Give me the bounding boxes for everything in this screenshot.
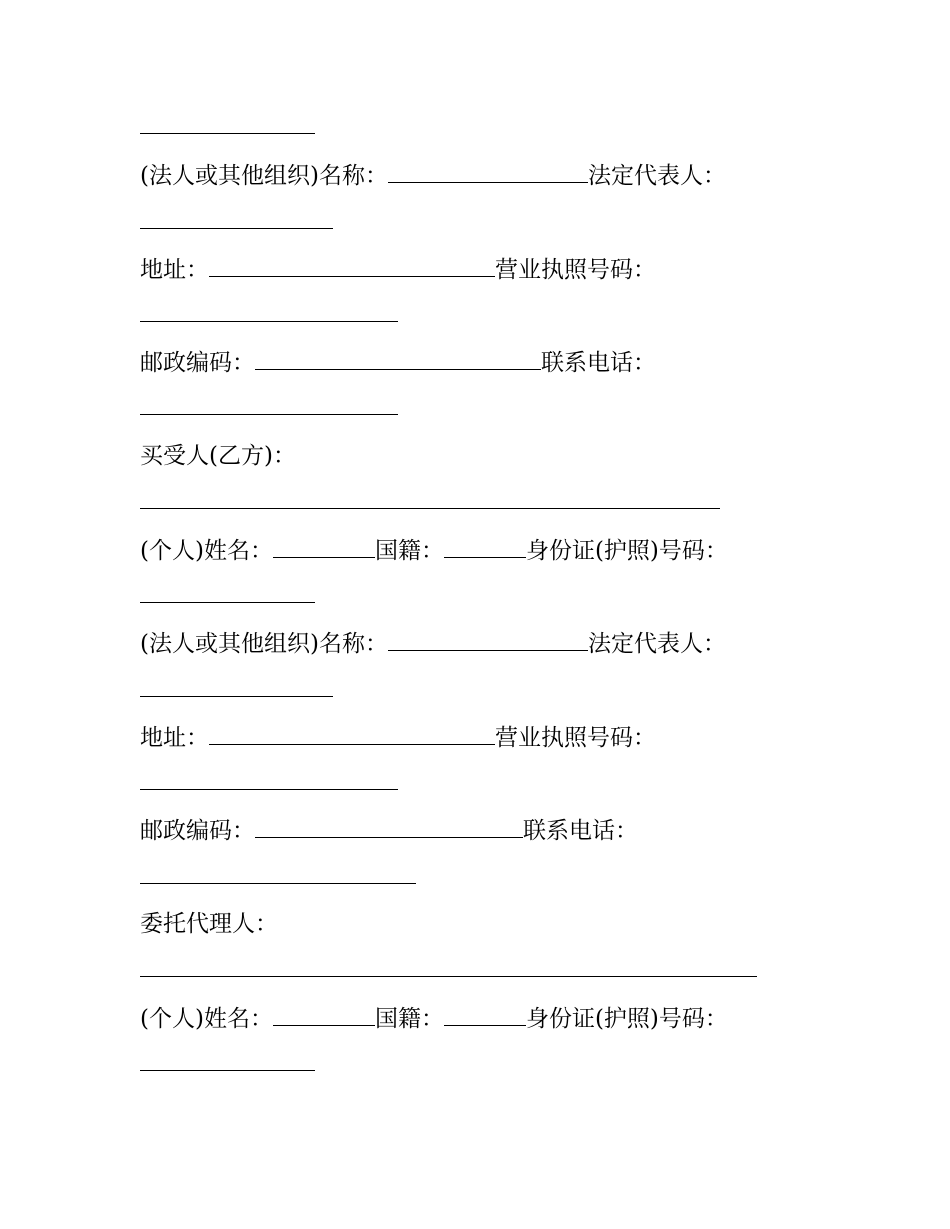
buyer-heading: 买受人(乙方)：: [140, 443, 296, 469]
buyer-org-row: [140, 628, 726, 659]
id-label: 身份证(护照)号码：: [525, 538, 728, 564]
id-number-field-line[interactable]: [140, 133, 315, 134]
org-name-field[interactable]: [388, 160, 588, 183]
org-name-field[interactable]: [388, 628, 588, 651]
agent-person-row: [140, 1003, 728, 1034]
phone-label: 联系电话：: [523, 818, 638, 844]
address-field[interactable]: [209, 254, 495, 277]
phone-label: 联系电话：: [541, 350, 656, 376]
buyer-postal-row: [140, 815, 638, 846]
buyer-address-row: [140, 722, 656, 753]
license-field-line[interactable]: [140, 789, 398, 790]
nationality-label: 国籍：: [374, 1006, 444, 1032]
address-label: 地址：: [140, 257, 209, 283]
agent-heading: 委托代理人：: [140, 911, 278, 937]
buyer-person-row: [140, 535, 728, 566]
person-name-label: (个人)姓名：: [140, 1006, 273, 1032]
postal-label: 邮政编码：: [140, 350, 255, 376]
id-label: 身份证(护照)号码：: [525, 1006, 728, 1032]
seller-address-row: [140, 254, 656, 285]
person-name-label: (个人)姓名：: [140, 538, 273, 564]
nationality-field[interactable]: [444, 1003, 526, 1026]
phone-field-line[interactable]: [140, 414, 398, 415]
seller-org-row: [140, 160, 726, 191]
legal-rep-label: 法定代表人：: [587, 631, 726, 657]
nationality-label: 国籍：: [374, 538, 444, 564]
seller-postal-row: [140, 347, 656, 378]
org-name-label: (法人或其他组织)名称：: [140, 163, 388, 189]
legal-rep-label: 法定代表人：: [587, 163, 726, 189]
nationality-field[interactable]: [444, 535, 526, 558]
postal-label: 邮政编码：: [140, 818, 255, 844]
address-label: 地址：: [140, 725, 209, 751]
legal-rep-field-line[interactable]: [140, 696, 333, 697]
license-label: 营业执照号码：: [495, 725, 656, 751]
id-number-field-line[interactable]: [140, 1070, 315, 1071]
postal-field[interactable]: [255, 815, 523, 838]
agent-heading-row: [140, 909, 278, 939]
postal-field[interactable]: [255, 347, 541, 370]
person-name-field[interactable]: [273, 535, 375, 558]
legal-rep-field-line[interactable]: [140, 228, 333, 229]
buyer-field-line[interactable]: [140, 508, 720, 509]
agent-field-line[interactable]: [140, 976, 757, 977]
license-label: 营业执照号码：: [495, 257, 656, 283]
person-name-field[interactable]: [273, 1003, 375, 1026]
id-number-field-line[interactable]: [140, 602, 315, 603]
phone-field-line[interactable]: [140, 883, 416, 884]
address-field[interactable]: [209, 722, 495, 745]
license-field-line[interactable]: [140, 321, 398, 322]
org-name-label: (法人或其他组织)名称：: [140, 631, 388, 657]
buyer-heading-row: [140, 441, 296, 471]
